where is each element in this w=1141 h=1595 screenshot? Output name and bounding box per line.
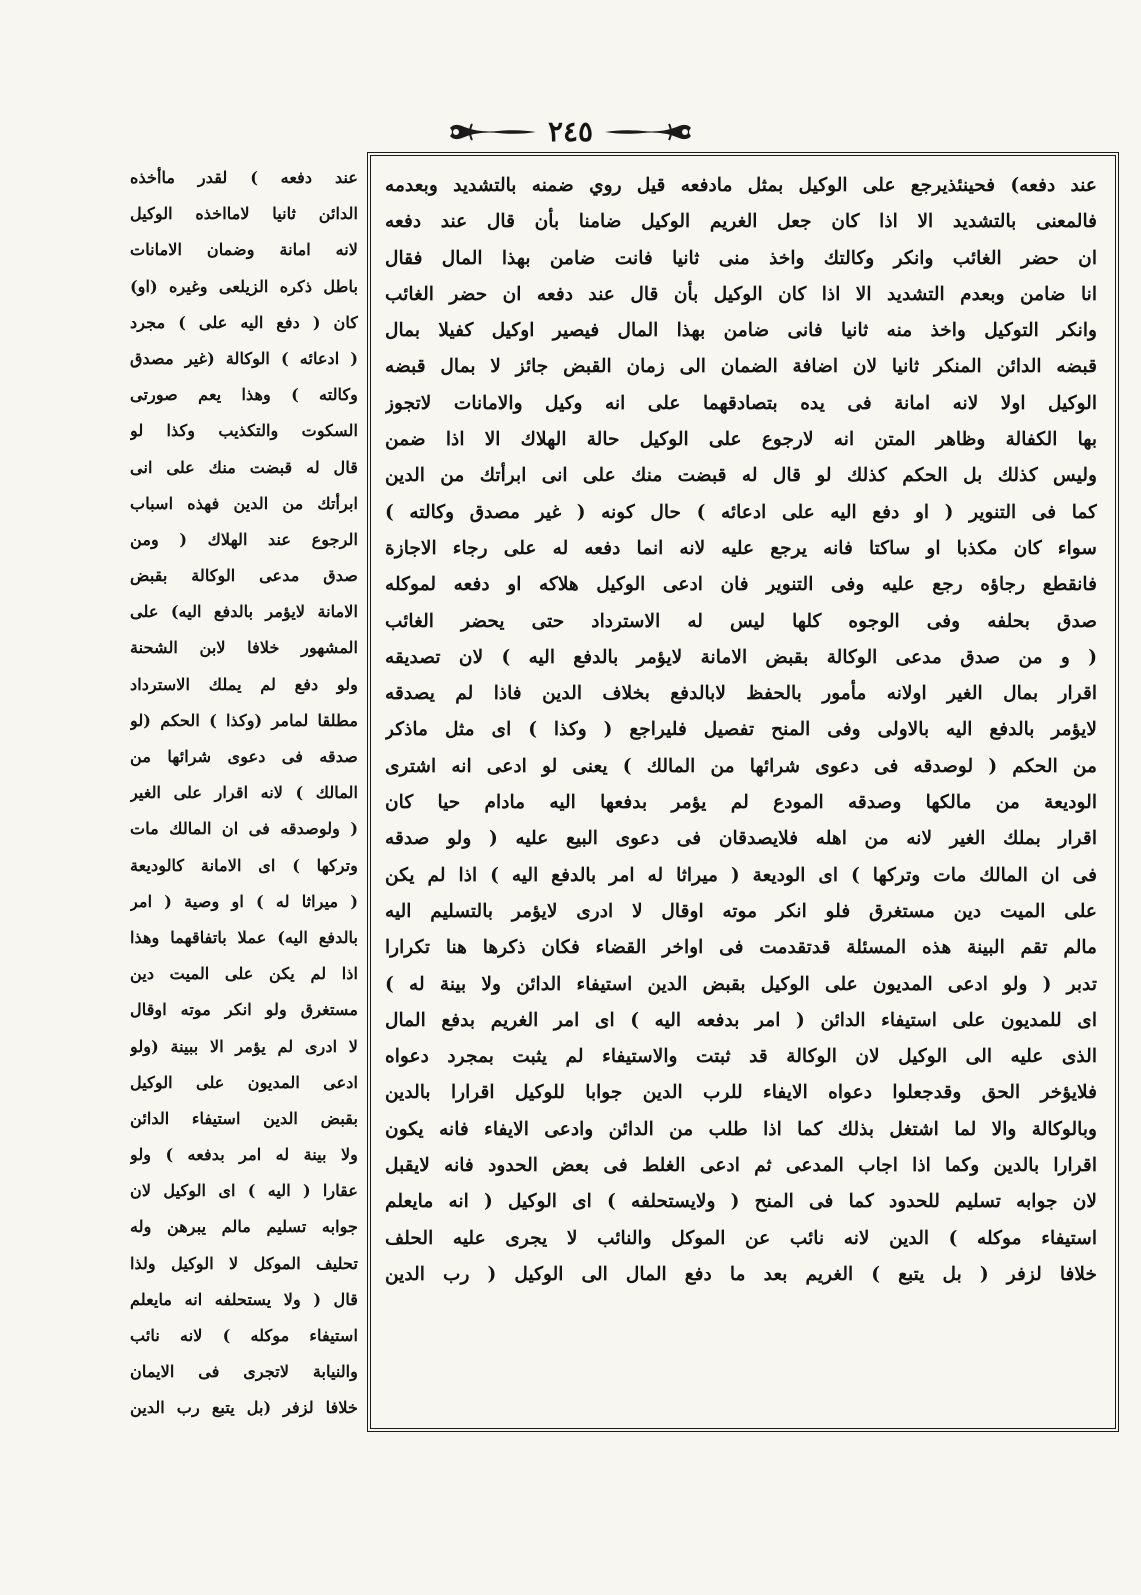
text-line: الذى عليه الى الوكيل لان الوكالة قد ثبتت والاستيفاء لم يثبت بمجرد دعواه [385, 1046, 1097, 1068]
text-line: بها الكفالة وظاهر المتن انه لارجوع على الوكيل حالة الهلاك الا اذا ضمن [385, 429, 1097, 451]
text-line: تدبر ( ولو ادعى المديون على الوكيل بقبض الدين استيفاء الدائن ولا بينة له ) [385, 973, 1097, 995]
text-line: اقرار بمال الغير اولانه مأمور بالحفظ لابالدفع بخلاف الدين فاذا لم يصدقه [385, 683, 1097, 705]
text-line: صدق بحلفه وفى الوجوه كلها ليس له الاسترداد حتى يحضر الغائب [385, 610, 1097, 632]
text-line: ولو دفع لم يملك الاسترداد [130, 674, 358, 694]
text-line: كان ( دفع اليه على ) مجرد [130, 312, 358, 332]
side-commentary [130, 160, 358, 1432]
text-line: من الحكم ( لوصدقه فى دعوى شرائها من المالك ) يعنى لو ادعى انه اشترى [385, 755, 1097, 777]
text-line: بقبض الدين استيفاء الدائن [130, 1108, 358, 1128]
ornament-right-icon [446, 120, 538, 144]
text-line: عقارا ( اليه ) اى الوكيل لان [130, 1181, 358, 1201]
text-line: الدائن ثانيا لامااخذه الوكيل [130, 204, 358, 224]
text-line: الامانة لايؤمر بالدفع اليه) على [130, 602, 358, 622]
ornament-left-icon [603, 120, 695, 144]
side-text [130, 160, 358, 1427]
text-line: وبالوكالة والا لما اشتغل بذلك كما اذا طلب من الدائن وادعى الايفاء فانه يكون [385, 1118, 1097, 1140]
text-line: الوكيل اولا لانه امانة فى يده بتصادقهما على انه وكيل والامانات لاتجوز [385, 392, 1097, 414]
text-line: فالمعنى بالتشديد الا اذا كان جعل الغريم الوكيل ضامنا بأن قال عند دفعه [385, 211, 1097, 233]
text-line: السكوت والتكذيب وكذا لو [130, 421, 358, 441]
text-line: اقرارا بالدين وكما اذا اجاب المدعى ثم ادعى الغلط فى بعض الحدود فانه لايقبل [385, 1155, 1097, 1177]
text-line: مستغرق ولو انكر موته اوقال [130, 1000, 358, 1020]
text-line: الوديعة من مالكها وصدقه المودع لم يؤمر بدفعها اليه مادام حيا كان [385, 792, 1097, 814]
text-line: ( ولوصدقه فى ان المالك مات [130, 819, 358, 839]
page-number: ٢٤٥ [547, 115, 594, 148]
text-line: سواء كان مكذبا او ساكتا فانه يرجع عليه لانه انما دفعه له على رجاء الاجازة [385, 537, 1097, 559]
text-line: خلافا لزفر (بل يتبع رب الدين [130, 1398, 358, 1418]
text-line: لانه امانة وضمان الامانات [130, 240, 358, 260]
text-line: عند دفعه ) لقدر ماأخذه [130, 168, 358, 187]
text-line: فانقطع رجاؤه رجع عليه وفى التنوير فان ادعى الوكيل هلاكه او دفعه لموكله [385, 574, 1097, 596]
text-line: وليس كذلك بل الحكم كذلك لو قال له قبضت منك على انى ابرأتك من الدين [385, 465, 1097, 487]
text-line: انا ضامن وبعدم التشديد الا اذا كان الوكيل بأن قال عند دفعه ان حضر الغائب [385, 283, 1097, 305]
text-line: وانكر التوكيل واخذ منه ثانيا فانى ضامن بهذا المال فيصير اوكيل كفيلا بمال [385, 320, 1097, 342]
text-line: عند دفعه) فحينئذيرجع على الوكيل بمثل مادفعه قيل روي ضمنه بالتشديد وبعدمه [385, 175, 1097, 196]
text-line: ( ميراثا له ) او وصية ( امر [130, 891, 358, 911]
text-line: المشهور خلافا لابن الشحنة [130, 638, 358, 658]
text-line: كما فى التنوير ( او دفع اليه على ادعائه ) حال كونه ( غير مصدق وكالته ) [385, 501, 1097, 523]
text-line: استيفاء موكله ) الدين لانه نائب عن الموكل والنائب لا يجرى عليه الحلف [385, 1227, 1097, 1249]
text-line: لا ادرى لم يؤمر الا ببينة (ولو [130, 1036, 358, 1056]
text-line: صدقه فى دعوى شرائها من [130, 747, 358, 766]
text-line: ان حضر الغائب وانكر وكالتك واخذ منى ثانيا فانت ضامن بهذا المال فقال [385, 247, 1097, 269]
text-line: تحليف الموكل لا الوكيل ولذا [130, 1253, 358, 1273]
text-line: قال ( ولا يستحلفه انه مايعلم [130, 1289, 358, 1309]
text-line: استيفاء موكله ) لانه نائب [130, 1326, 358, 1345]
text-line: وتركها ) اى الامانة كالوديعة [130, 855, 358, 875]
text-line: قال له قبضت منك على انى [130, 457, 358, 477]
text-line: اقرار بملك الغير لانه من اهله فلايصدقان فى دعوى البيع عليه ( ولو صدقه [385, 828, 1097, 850]
main-text-frame [367, 152, 1119, 1432]
text-line: لايؤمر بالدفع اليه بالاولى وفى المنح تفصيل فليراجع ( وكذا ) اى مثل ماذكر [385, 719, 1097, 741]
text-line: ابرأتك من الدين فهذه اسباب [130, 493, 358, 513]
text-line: اى للمديون على استيفاء الدائن ( امر بدفعه اليه ) اى امر الغريم بدفع المال [385, 1009, 1097, 1031]
text-line: مطلقا لمامر (وكذا ) الحكم (لو [130, 710, 358, 730]
text-line: باطل ذكره الزيلعى وغيره (او) [130, 276, 358, 296]
text-line: فلايؤخر الحق وقدجعلوا دعواه الايفاء للرب الدين جوابا للوكيل اقرارا بالدين [385, 1082, 1097, 1104]
text-line: فى ان المالك مات وتركها ) اى الوديعة ( ميراثا له امر بالدفع اليه ) اذا لم يكن [385, 864, 1097, 886]
text-line: خلافا لزفر ( بل يتبع ) الغريم بعد ما دفع المال الى الوكيل ( رب الدين [385, 1263, 1097, 1285]
text-line: المالك ) لانه اقرار على الغير [130, 783, 358, 803]
main-text [385, 168, 1097, 1293]
text-line: لان جوابه تسليم للحدود كما فى المنح ( ولايستحلفه ) اى الوكيل ( انه مايعلم [385, 1191, 1097, 1213]
text-line: والنيابة لاتجرى فى الايمان [130, 1362, 358, 1382]
text-line: صدق مدعى الوكالة بقبض [130, 566, 358, 586]
text-line: بالدفع اليه) عملا باتفاقهما وهذا [130, 927, 358, 947]
text-line: على الميت دين مستغرق فلو انكر موته اوقال لا ادرى لايؤمر بالتسليم اليه [385, 900, 1097, 922]
text-line: ( ادعائه ) الوكالة (غير مصدق [130, 348, 358, 368]
text-line: وكالته ) وهذا يعم صورتى [130, 385, 358, 405]
text-line: جوابه تسليم مالم يبرهن وله [130, 1217, 358, 1237]
page-header [0, 112, 1141, 152]
text-line: ولا بينة له امر بدفعه ) ولو [130, 1145, 358, 1165]
text-line: مالم تقم البينة هذه المسئلة قدتقدمت فى اواخر القضاء فكان ذكرها هنا تكرارا [385, 937, 1097, 959]
text-line: قبضه الدائن المنكر ثانيا لان اضافة الضمان الى زمان القبض جائز لا بمال قبضه [385, 356, 1097, 378]
text-line: اذا لم يكن على الميت دين [130, 964, 358, 984]
text-line: الرجوع عند الهلاك ( ومن [130, 529, 358, 549]
text-line: ( و من صدق مدعى الوكالة بقبض الامانة لايؤمر بالدفع اليه ) لان تصديقه [385, 646, 1097, 668]
text-line: ادعى المديون على الوكيل [130, 1072, 358, 1092]
